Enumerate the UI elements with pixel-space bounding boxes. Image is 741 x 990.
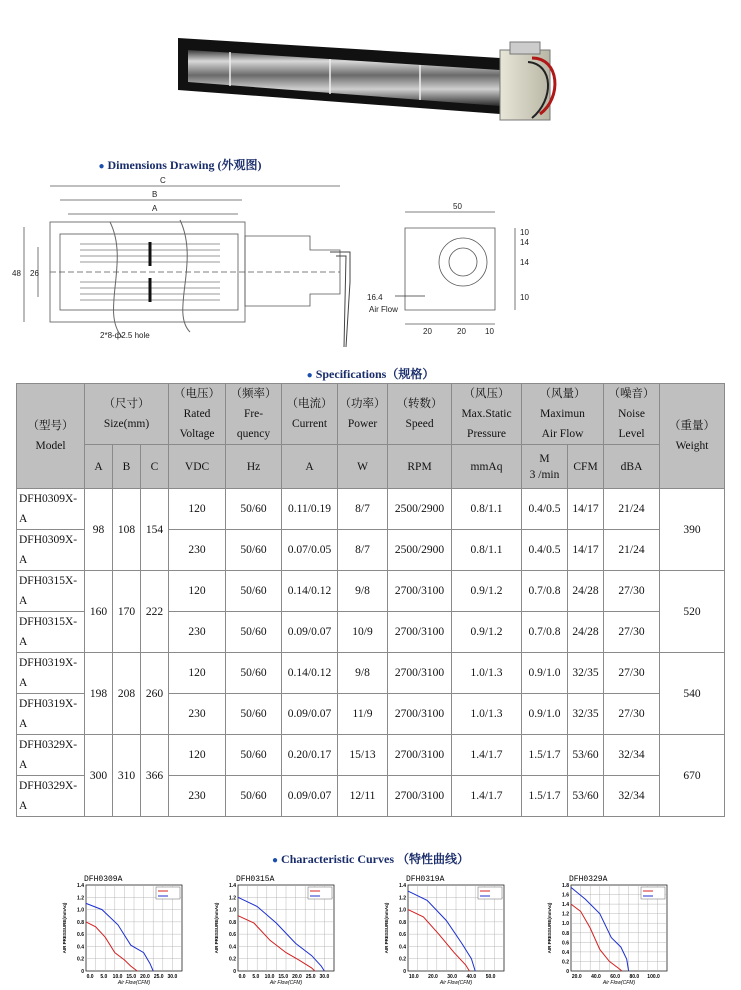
header-pressure: （风压） Max.Static Pressure <box>452 384 522 445</box>
size-a-cell: 160 <box>85 571 113 653</box>
dim-164-label: 16.4 <box>367 293 383 302</box>
x-tick-label: 25.0 <box>153 974 164 980</box>
w-cell: 10/9 <box>338 612 388 653</box>
rpm-cell: 2700/3100 <box>388 612 452 653</box>
units-row <box>17 445 725 489</box>
x-tick-label: 20.0 <box>428 974 438 980</box>
y-tick-label: 1.4 <box>229 883 236 889</box>
unit-mmaq: mmAq <box>452 445 522 489</box>
weight-cell: 520 <box>660 571 725 653</box>
y-tick-label: 0.8 <box>399 919 406 926</box>
dba-cell: 32/34 <box>604 776 660 817</box>
mmaq-cell: 1.0/1.3 <box>452 653 522 694</box>
rpm-cell: 2700/3100 <box>388 571 452 612</box>
vdc-cell: 120 <box>169 489 226 530</box>
legend-box <box>156 887 180 899</box>
size-b-cell: 170 <box>113 571 141 653</box>
x-tick-label: 5.0 <box>252 974 260 980</box>
chart-title: DFH0319A <box>406 875 445 884</box>
legend-box <box>641 887 665 899</box>
x-tick-label: 20.0 <box>140 974 150 980</box>
table-row <box>17 735 725 776</box>
hz-cell: 50/60 <box>226 612 282 653</box>
amp-cell: 0.11/0.19 <box>282 489 338 530</box>
model-cell: DFH0319X-A <box>17 653 85 694</box>
x-tick-label: 20.0 <box>571 974 582 980</box>
bullet-icon: ● <box>306 370 313 381</box>
y-tick-label: 0.4 <box>399 944 406 951</box>
table-row <box>17 489 725 530</box>
y-tick-label: 1.2 <box>229 895 236 902</box>
specifications-title: ● Specifications（规格） <box>306 367 435 381</box>
size-a-cell: 198 <box>85 653 113 735</box>
y-tick-label: 0.8 <box>229 919 236 926</box>
dba-cell: 27/30 <box>604 571 660 612</box>
x-tick-label: 15.0 <box>126 974 137 980</box>
x-tick-label: 100.0 <box>647 974 660 980</box>
amp-cell: 0.09/0.07 <box>282 776 338 817</box>
rpm-cell: 2500/2900 <box>388 530 452 571</box>
x-tick-label: 10.0 <box>264 974 275 980</box>
cfm-cell: 24/28 <box>568 571 604 612</box>
header-power: （功率） Power <box>338 384 388 445</box>
amp-cell: 0.20/0.17 <box>282 735 338 776</box>
size-c-cell: 366 <box>141 735 169 817</box>
cfm-cell: 14/17 <box>568 530 604 571</box>
weight-cell: 670 <box>660 735 725 817</box>
mmaq-cell: 0.8/1.1 <box>452 489 522 530</box>
m3-cell: 1.5/1.7 <box>522 776 568 817</box>
cfm-cell: 24/28 <box>568 612 604 653</box>
amp-cell: 0.14/0.12 <box>282 653 338 694</box>
y-tick-label: 0.4 <box>229 944 236 951</box>
w-cell: 12/11 <box>338 776 388 817</box>
header-row <box>17 384 725 445</box>
x-tick-label: 30.0 <box>167 974 178 980</box>
vdc-cell: 230 <box>169 530 226 571</box>
y-tick-label: 0 <box>566 969 569 975</box>
mmaq-cell: 0.9/1.2 <box>452 571 522 612</box>
unit-vdc: VDC <box>169 445 226 489</box>
w-cell: 15/13 <box>338 735 388 776</box>
cfm-cell: 32/35 <box>568 653 604 694</box>
dim-20b-label: 20 <box>457 327 466 336</box>
m3-cell: 0.7/0.8 <box>522 612 568 653</box>
m3-cell: 1.5/1.7 <box>522 735 568 776</box>
x-tick-label: 30.0 <box>319 974 330 980</box>
size-b-cell: 310 <box>113 735 141 817</box>
m3-cell: 0.4/0.5 <box>522 530 568 571</box>
mmaq-cell: 1.4/1.7 <box>452 735 522 776</box>
y-tick-label: 1.0 <box>562 921 569 928</box>
dim-20a-label: 20 <box>423 327 432 336</box>
cfm-cell: 14/17 <box>568 489 604 530</box>
y-tick-label: 0.4 <box>562 949 569 956</box>
hz-cell: 50/60 <box>226 653 282 694</box>
rpm-cell: 2700/3100 <box>388 694 452 735</box>
y-tick-label: 0.6 <box>562 940 569 947</box>
x-tick-label: 5.0 <box>100 974 108 980</box>
curves-title: ● Characteristic Curves （特性曲线） <box>271 852 469 866</box>
unit-rpm: RPM <box>388 445 452 489</box>
dim-10c-label: 10 <box>485 327 494 336</box>
y-tick-label: 0.8 <box>77 919 84 926</box>
hz-cell: 50/60 <box>226 735 282 776</box>
chart-title: DFH0315A <box>236 875 275 884</box>
y-tick-label: 1.8 <box>562 883 569 889</box>
size-c-cell: 154 <box>141 489 169 571</box>
chart-title: DFH0309A <box>84 875 123 884</box>
header-current: （电流） Current <box>282 384 338 445</box>
specifications-body <box>17 489 725 817</box>
curve-chart-dfh0315a <box>212 873 340 985</box>
dba-cell: 32/34 <box>604 735 660 776</box>
mmaq-cell: 0.9/1.2 <box>452 612 522 653</box>
m3-cell: 0.9/1.0 <box>522 653 568 694</box>
dim-50-label: 50 <box>453 202 462 211</box>
x-tick-label: 10.0 <box>112 974 123 980</box>
y-tick-label: 1.2 <box>399 895 406 902</box>
curve-chart-dfh0319a <box>382 873 510 985</box>
table-row <box>17 571 725 612</box>
curve-chart-dfh0329a <box>545 873 673 985</box>
vdc-cell: 120 <box>169 571 226 612</box>
model-cell: DFH0315X-A <box>17 571 85 612</box>
x-tick-label: 0.0 <box>86 974 94 980</box>
x-tick-label: 20.0 <box>292 974 302 980</box>
header-frequency: （频率） Fre- quency <box>226 384 282 445</box>
size-b-cell: 108 <box>113 489 141 571</box>
dim-b-label: B <box>152 190 158 199</box>
y-tick-label: 0.2 <box>562 959 569 966</box>
y-tick-label: 1.2 <box>77 895 84 902</box>
amp-cell: 0.07/0.05 <box>282 530 338 571</box>
rpm-cell: 2700/3100 <box>388 735 452 776</box>
size-a-cell: 300 <box>85 735 113 817</box>
header-noise: （噪音） Noise Level <box>604 384 660 445</box>
unit-c: C <box>141 445 169 489</box>
airflow-label: Air Flow <box>369 305 398 314</box>
cfm-cell: 53/60 <box>568 776 604 817</box>
m3-cell: 0.7/0.8 <box>522 571 568 612</box>
y-tick-label: 1.2 <box>562 911 569 918</box>
unit-cfm: CFM <box>568 445 604 489</box>
dimension-drawing-end <box>365 200 535 340</box>
x-tick-label: 30.0 <box>447 974 458 980</box>
mmaq-cell: 0.8/1.1 <box>452 530 522 571</box>
w-cell: 9/8 <box>338 571 388 612</box>
header-weight: （重量） Weight <box>660 384 725 489</box>
unit-hz: Hz <box>226 445 282 489</box>
x-tick-label: 0.0 <box>238 974 246 980</box>
bullet-icon: ● <box>271 855 279 866</box>
vdc-cell: 230 <box>169 776 226 817</box>
amp-cell: 0.09/0.07 <box>282 612 338 653</box>
w-cell: 8/7 <box>338 530 388 571</box>
dba-cell: 27/30 <box>604 653 660 694</box>
model-cell: DFH0329X-A <box>17 735 85 776</box>
dimension-drawing-side <box>10 172 360 362</box>
chart-title: DFH0329A <box>569 875 608 884</box>
vdc-cell: 120 <box>169 653 226 694</box>
dimensions-title: ● Dimensions Drawing (外观图) <box>98 158 262 172</box>
y-axis-label: AIR PRESSURE(mmAq) <box>384 902 389 954</box>
unit-amp: A <box>282 445 338 489</box>
x-tick-label: 40.0 <box>591 974 601 980</box>
x-tick-label: 60.0 <box>610 974 621 980</box>
hz-cell: 50/60 <box>226 571 282 612</box>
dim-48-label: 48 <box>12 269 21 278</box>
curve-chart-dfh0309a <box>60 873 188 985</box>
w-cell: 11/9 <box>338 694 388 735</box>
dim-10a-label: 10 <box>520 228 529 237</box>
x-axis-label: Air Flow(CFM) <box>269 980 303 985</box>
product-photo <box>170 18 570 130</box>
x-tick-label: 25.0 <box>305 974 316 980</box>
vdc-cell: 230 <box>169 612 226 653</box>
y-tick-label: 0.4 <box>77 944 84 951</box>
w-cell: 9/8 <box>338 653 388 694</box>
x-tick-label: 80.0 <box>629 974 640 980</box>
unit-dba: dBA <box>604 445 660 489</box>
y-tick-label: 0.8 <box>562 930 569 937</box>
header-speed: （转数） Speed <box>388 384 452 445</box>
table-row <box>17 653 725 694</box>
dba-cell: 27/30 <box>604 612 660 653</box>
y-tick-label: 1.4 <box>399 883 406 889</box>
y-axis-label: AIR PRESSURE(mmAq) <box>547 902 552 954</box>
y-tick-label: 0 <box>233 969 236 975</box>
legend-box <box>478 887 502 899</box>
unit-b: B <box>113 445 141 489</box>
y-tick-label: 1.6 <box>562 892 569 899</box>
cfm-cell: 32/35 <box>568 694 604 735</box>
header-model: （型号） Model <box>17 384 85 489</box>
y-tick-label: 0.2 <box>399 956 406 963</box>
y-tick-label: 0.2 <box>77 956 84 963</box>
y-axis-label: AIR PRESSURE(mmAq) <box>62 902 67 954</box>
y-tick-label: 0.2 <box>229 956 236 963</box>
weight-cell: 390 <box>660 489 725 571</box>
size-b-cell: 208 <box>113 653 141 735</box>
mmaq-cell: 1.4/1.7 <box>452 776 522 817</box>
rpm-cell: 2700/3100 <box>388 776 452 817</box>
hz-cell: 50/60 <box>226 489 282 530</box>
unit-m3: M 3 /min <box>522 445 568 489</box>
size-c-cell: 222 <box>141 571 169 653</box>
m3-cell: 0.4/0.5 <box>522 489 568 530</box>
dim-10b-label: 10 <box>520 293 529 302</box>
y-tick-label: 1.4 <box>77 883 84 889</box>
header-airflow: （风量） Maximun Air Flow <box>522 384 604 445</box>
hz-cell: 50/60 <box>226 776 282 817</box>
header-size: （尺寸） Size(mm) <box>85 384 169 445</box>
x-tick-label: 15.0 <box>278 974 289 980</box>
x-tick-label: 50.0 <box>485 974 496 980</box>
y-tick-label: 0.6 <box>399 932 406 939</box>
model-cell: DFH0329X-A <box>17 776 85 817</box>
dim-c-label: C <box>160 176 166 185</box>
dba-cell: 21/24 <box>604 489 660 530</box>
y-tick-label: 1.0 <box>229 907 236 914</box>
x-axis-label: Air Flow(CFM) <box>439 980 473 985</box>
dim-14b-label: 14 <box>520 258 529 267</box>
specifications-table <box>16 383 725 817</box>
y-tick-label: 0 <box>81 969 84 975</box>
amp-cell: 0.09/0.07 <box>282 694 338 735</box>
header-voltage: （电压） Rated Voltage <box>169 384 226 445</box>
y-tick-label: 0 <box>403 969 406 975</box>
model-cell: DFH0309X-A <box>17 530 85 571</box>
dim-a-label: A <box>152 204 158 213</box>
rpm-cell: 2700/3100 <box>388 653 452 694</box>
amp-cell: 0.14/0.12 <box>282 571 338 612</box>
x-tick-label: 10.0 <box>408 974 419 980</box>
w-cell: 8/7 <box>338 489 388 530</box>
x-tick-label: 40.0 <box>466 974 477 980</box>
y-tick-label: 1.0 <box>77 907 84 914</box>
rpm-cell: 2500/2900 <box>388 489 452 530</box>
y-axis-label: AIR PRESSURE(mmAq) <box>214 902 219 954</box>
dim-14a-label: 14 <box>520 238 529 247</box>
m3-cell: 0.9/1.0 <box>522 694 568 735</box>
bullet-icon: ● <box>98 161 105 172</box>
model-cell: DFH0309X-A <box>17 489 85 530</box>
y-tick-label: 1.4 <box>562 902 569 909</box>
y-tick-label: 0.6 <box>229 932 236 939</box>
mmaq-cell: 1.0/1.3 <box>452 694 522 735</box>
unit-a: A <box>85 445 113 489</box>
model-cell: DFH0319X-A <box>17 694 85 735</box>
y-tick-label: 1.0 <box>399 907 406 914</box>
hole-label: 2*8-ф2.5 hole <box>100 331 150 340</box>
dim-26-label: 26 <box>30 269 39 278</box>
x-axis-label: Air Flow(CFM) <box>602 980 636 985</box>
dba-cell: 21/24 <box>604 530 660 571</box>
vdc-cell: 120 <box>169 735 226 776</box>
size-a-cell: 98 <box>85 489 113 571</box>
x-axis-label: Air Flow(CFM) <box>117 980 151 985</box>
model-cell: DFH0315X-A <box>17 612 85 653</box>
vdc-cell: 230 <box>169 694 226 735</box>
y-tick-label: 0.6 <box>77 932 84 939</box>
hz-cell: 50/60 <box>226 694 282 735</box>
legend-box <box>308 887 332 899</box>
weight-cell: 540 <box>660 653 725 735</box>
unit-w: W <box>338 445 388 489</box>
size-c-cell: 260 <box>141 653 169 735</box>
cfm-cell: 53/60 <box>568 735 604 776</box>
dba-cell: 27/30 <box>604 694 660 735</box>
hz-cell: 50/60 <box>226 530 282 571</box>
